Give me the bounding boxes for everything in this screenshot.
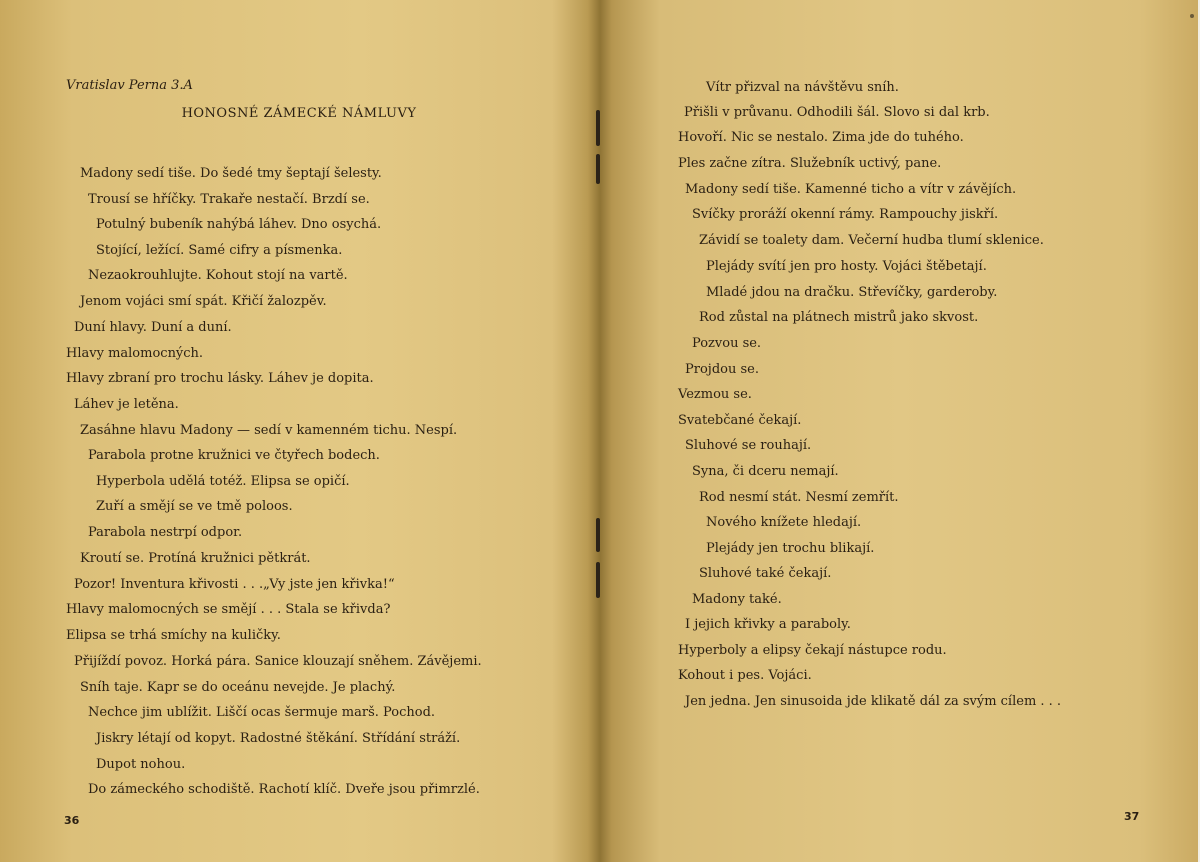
- poem-line: Ples začne zítra. Služebník uctivý, pane.: [678, 156, 942, 171]
- poem-line: Rod zůstal na plátnech mistrů jako skvost.: [699, 310, 979, 325]
- poem-line: Zuří a smějí se ve tmě poloos.: [96, 499, 293, 514]
- poem-line: Syna, či dceru nemají.: [692, 464, 839, 479]
- staple-top-lower: [596, 154, 600, 184]
- poem-line: Rod nesmí stát. Nesmí zemřít.: [699, 490, 899, 505]
- poem-line: I jejich křivky a paraboly.: [685, 617, 851, 632]
- poem-line: Madony sedí tiše. Do šedé tmy šeptají šelesty.: [80, 166, 382, 181]
- poem-line: Potulný bubeník nahýbá láhev. Dno osychá.: [96, 217, 382, 232]
- poem-line: Přijíždí povoz. Horká pára. Sanice klouzají sněhem. Závějemi.: [74, 654, 482, 669]
- poem-line: Svíčky proráží okenní rámy. Rampouchy jiskří.: [692, 207, 999, 222]
- poem-line: Stojící, ležící. Samé cifry a písmenka.: [96, 243, 343, 258]
- poem-line: Projdou se.: [685, 362, 759, 377]
- right-page: [602, 0, 1200, 862]
- poem-line: Pozvou se.: [692, 336, 762, 351]
- page-number: 37: [1124, 810, 1140, 823]
- poem-line: Plejády svítí jen pro hosty. Vojáci štěbetají.: [706, 259, 987, 274]
- poem-line: Pozor! Inventura křivosti . . .„Vy jste jen křivka!“: [74, 577, 395, 592]
- poem-line: Vítr přizval na návštěvu sníh.: [706, 80, 899, 95]
- poem-line: Dupot nohou.: [96, 757, 186, 772]
- staple-bottom: [596, 518, 600, 552]
- poem-line: Nechce jim ublížit. Liščí ocas šermuje marš. Pochod.: [88, 705, 436, 720]
- staple-bottom-lower: [596, 562, 600, 598]
- poem-line: Hlavy malomocných.: [66, 346, 204, 361]
- poem-line: Hlavy zbraní pro trochu lásky. Láhev je dopita.: [66, 371, 374, 386]
- poem-line: Sníh taje. Kapr se do oceánu nevejde. Je plachý.: [80, 680, 396, 695]
- poem-line: Hyperboly a elipsy čekají nástupce rodu.: [678, 643, 947, 658]
- poem-line: Vezmou se.: [678, 387, 752, 402]
- poem-line: Zasáhne hlavu Madony — sedí v kamenném tichu. Nespí.: [80, 423, 458, 438]
- left-page: [0, 0, 598, 862]
- poem-line: Jenom vojáci smí spát. Křičí žalozpěv.: [80, 294, 327, 309]
- poem-line: Trousí se hříčky. Trakaře nestačí. Brzdí se.: [88, 192, 370, 207]
- poem-line: Nového knížete hledají.: [706, 515, 862, 530]
- poem-line: Parabola nestrpí odpor.: [88, 525, 243, 540]
- poem-line: Hovoří. Nic se nestalo. Zima jde do tuhého.: [678, 130, 964, 145]
- poem-line: Láhev je letěna.: [74, 397, 179, 412]
- poem-line: Sluhové se rouhají.: [685, 438, 812, 453]
- poem-line: Elipsa se trhá smíchy na kuličky.: [66, 628, 281, 643]
- poem-line: Svatebčané čekají.: [678, 413, 802, 428]
- poem-line: Jen jedna. Jen sinusoida jde klikatě dál za svým cílem . . .: [685, 694, 1062, 709]
- poem-line: Parabola protne kružnici ve čtyřech bodech.: [88, 448, 380, 463]
- poem-line: Jiskry létají od kopyt. Radostné štěkání. Střídání stráží.: [96, 731, 461, 746]
- poem-line: Přišli v průvanu. Odhodili šál. Slovo si dal krb.: [684, 105, 990, 120]
- poem-title: HONOSNÉ ZÁMECKÉ NÁMLUVY: [181, 106, 417, 121]
- poem-line: Nezaokrouhlujte. Kohout stojí na vartě.: [88, 268, 348, 283]
- page-number: 36: [64, 814, 80, 827]
- corner-mark: [1190, 14, 1194, 18]
- poem-line: Sluhové také čekají.: [699, 566, 832, 581]
- poem-line: Madony sedí tiše. Kamenné ticho a vítr v závějích.: [685, 182, 1017, 197]
- poem-line: Kohout i pes. Vojáci.: [678, 668, 812, 683]
- poem-line: Kroutí se. Protíná kružnici pětkrát.: [80, 551, 311, 566]
- poem-line: Madony také.: [692, 592, 782, 607]
- poem-line: Hlavy malomocných se smějí . . . Stala se křivda?: [66, 602, 391, 617]
- poem-line: Hyperbola udělá totéž. Elipsa se opičí.: [96, 474, 350, 489]
- author-line: Vratislav Perna 3.A: [66, 78, 193, 93]
- poem-line: Mladé jdou na dračku. Střevíčky, garderoby.: [706, 285, 998, 300]
- staple-top: [596, 110, 600, 146]
- poem-line: Plejády jen trochu blikají.: [706, 541, 875, 556]
- poem-line: Závidí se toalety dam. Večerní hudba tlumí sklenice.: [699, 233, 1044, 248]
- poem-line: Duní hlavy. Duní a duní.: [74, 320, 232, 335]
- poem-line: Do zámeckého schodiště. Rachotí klíč. Dveře jsou přimrzlé.: [88, 782, 480, 797]
